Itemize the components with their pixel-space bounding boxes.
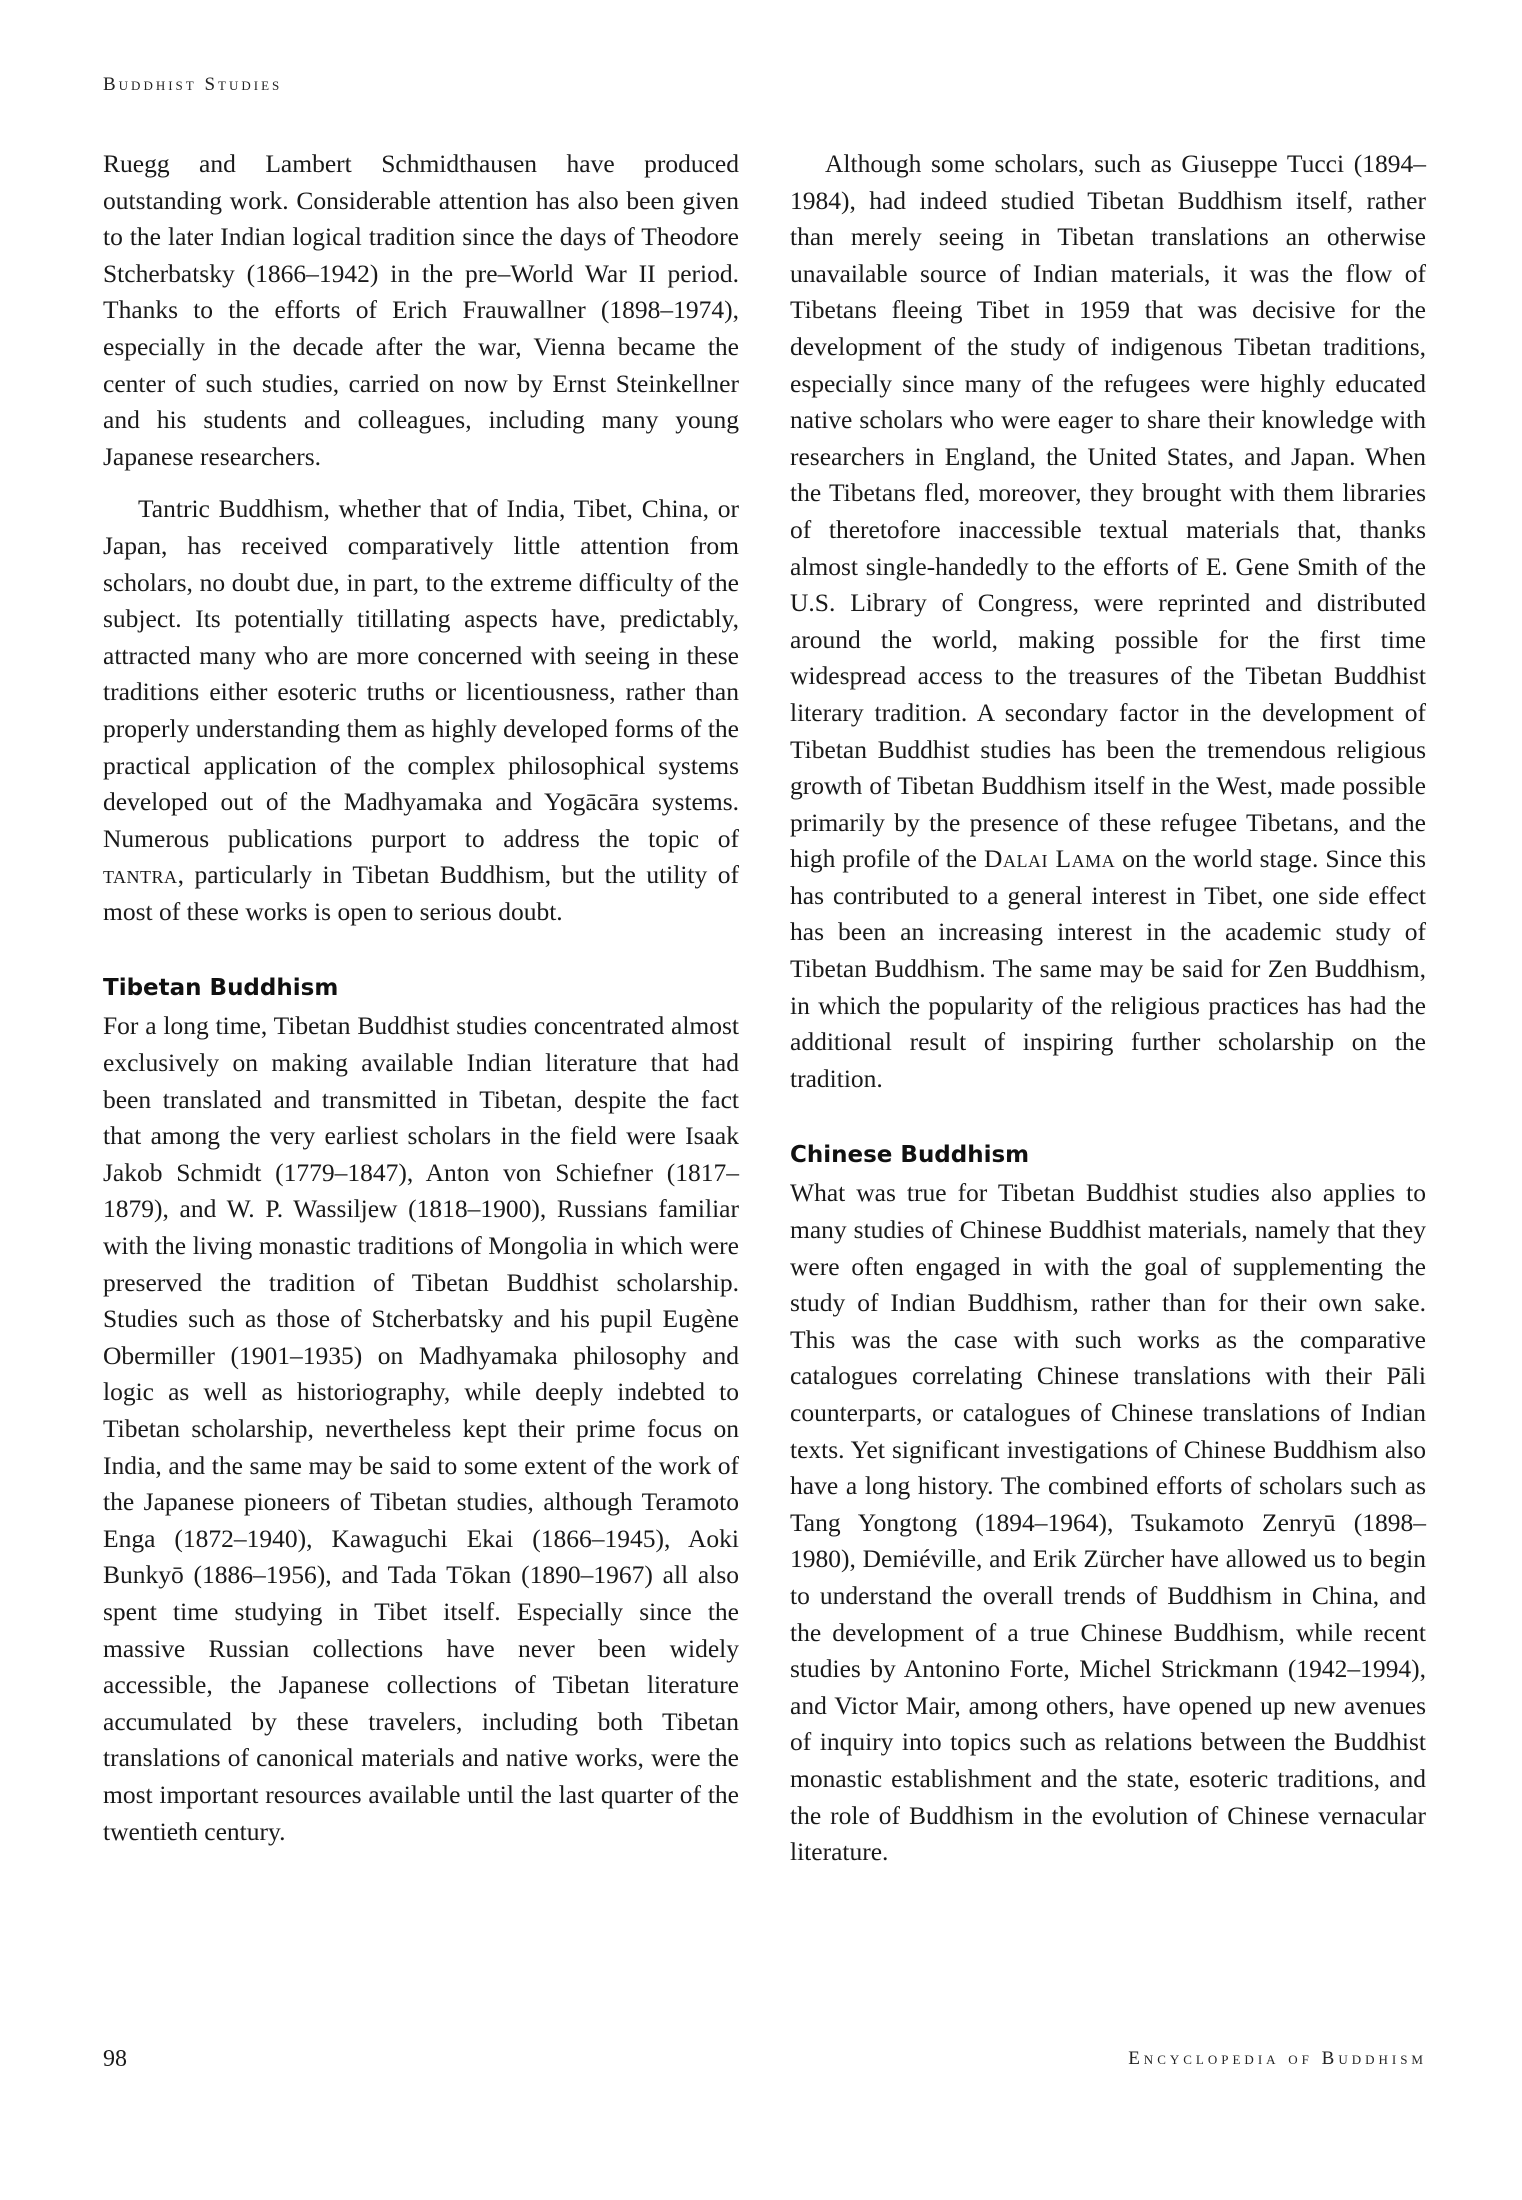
paragraph-text: Tantric Buddhism, whether that of India, Tibet, China, or Japan, has received comparatively little attention from scholars, no doubt due, in part, to the extreme difficulty of the subject. Its potentially titillating aspects have, predictably, attracted many who are more concerned with seeing in these traditions either esoteric truths or licentiousness, rather than properly understanding them as highly developed forms of the practical application of the complex philosophical systems developed out of the Madhyamaka and Yogācāra systems. Numerous publications purport to address the topic of <box>103 494 739 853</box>
paragraph-text: , particularly in Tibetan Buddhism, but the utility of most of these works is open to serious doubt. <box>103 860 739 926</box>
cross-reference-tantra[interactable]: tantra <box>103 860 178 890</box>
section-heading-tibetan-buddhism: Tibetan Buddhism <box>103 975 339 1002</box>
page-number: 98 <box>103 2046 127 2072</box>
paragraph-tibetan-refugees <box>790 146 1426 1097</box>
left-column <box>103 146 739 1850</box>
paragraph-text: on the world stage. Since this has contributed to a general interest in Tibet, one side effect has been an increasing interest in the academic study of Tibetan Buddhism. The same may be said for Zen Buddhism, in which the popularity of the religious practices has had the additional result of inspiring further scholarship on the tradition. <box>790 844 1427 1093</box>
paragraph-text: Although some scholars, such as Giuseppe Tucci (1894–1984), had indeed studied Tibetan Buddhism itself, rather than merely seeing in Tibetan translations an otherwise unavailable source of Indian materials, it was the flow of Tibetans fleeing Tibet in 1959 that was decisive for the development of the study of indigenous Tibetan traditions, especially since many of the refugees were highly educated native scholars who were eager to share their knowledge with researchers in England, the United States, and Japan. When the Tibetans fled, moreover, they brought with them libraries of theretofore inaccessible textual materials that, thanks almost single-handedly to the efforts of E. Gene Smith of the U.S. Library of Congress, were reprinted and distributed around the world, making possible for the first time widespread access to the treasures of the Tibetan Buddhist literary tradition. A secondary factor in the development of Tibetan Buddhist studies has been the tremendous religious growth of Tibetan Buddhism itself in the West, made possible primarily by the presence of these refugee Tibetans, and the high profile of the <box>790 149 1426 874</box>
paragraph-logic-studies: Ruegg and Lambert Schmidthausen have produced outstanding work. Considerable attention has also been given to the later Indian logical tradition since the days of Theodore Stcherbatsky (1866–1942) in the pre–World War II period. Thanks to the efforts of Erich Frauwallner (1898–1974), especially in the decade after the war, Vienna became the center of such studies, carried on now by Ernst Steinkellner and his students and colleagues, including many young Japanese researchers. <box>103 149 739 471</box>
paragraph-tantric-buddhism <box>103 491 739 930</box>
right-column <box>790 146 1426 1871</box>
section-heading-chinese-buddhism: Chinese Buddhism <box>790 1142 1030 1169</box>
cross-reference-dalai-lama[interactable]: Dalai Lama <box>984 844 1116 874</box>
paragraph-tibetan-studies: For a long time, Tibetan Buddhist studies concentrated almost exclusively on making available Indian literature that had been translated and transmitted in Tibetan, despite the fact that among the very earliest scholars in the field were Isaak Jakob Schmidt (1779–1847), Anton von Schiefner (1817–1879), and W. P. Wassiljew (1818–1900), Russians familiar with the living monastic traditions of Mongolia in which were preserved the tradition of Tibetan Buddhist scholarship. Studies such as those of Stcherbatsky and his pupil Eugène Obermiller (1901–1935) on Madhyamaka philosophy and logic as well as historiography, while deeply indebted to Tibetan scholarship, nevertheless kept their prime focus on India, and the same may be said to some extent of the work of the Japanese pioneers of Tibetan studies, although Teramoto Enga (1872–1940), Kawaguchi Ekai (1866–1945), Aoki Bunkyō (1886–1956), and Tada Tōkan (1890–1967) all also spent time studying in Tibet itself. Especially since the massive Russian collections have never been widely accessible, the Japanese collections of Tibetan literature accumulated by these travelers, including both Tibetan translations of canonical materials and native works, were the most important resources available until the last quarter of the twentieth century. <box>103 1011 739 1846</box>
footer-book-title: Encyclopedia of Buddhism <box>1128 2048 1427 2069</box>
running-head: Buddhist Studies <box>103 74 283 95</box>
paragraph-chinese-studies: What was true for Tibetan Buddhist studies also applies to many studies of Chinese Buddhist materials, namely that they were often engaged in with the goal of supplementing the study of Indian Buddhism, rather than for their own sake. This was the case with such works as the comparative catalogues correlating Chinese translations with their Pāli counterparts, or catalogues of Chinese translations of Indian texts. Yet significant investigations of Chinese Buddhism also have a long history. The combined efforts of scholars such as Tang Yongtong (1894–1964), Tsukamoto Zenryū (1898–1980), Demiéville, and Erik Zürcher have allowed us to begin to understand the overall trends of Buddhism in China, and the development of a true Chinese Buddhism, while recent studies by Antonino Forte, Michel Strickmann (1942–1994), and Victor Mair, among others, have opened up new avenues of inquiry into topics such as relations between the Buddhist monastic establishment and the state, esoteric traditions, and the role of Buddhism in the evolution of Chinese vernacular literature. <box>790 1178 1426 1867</box>
